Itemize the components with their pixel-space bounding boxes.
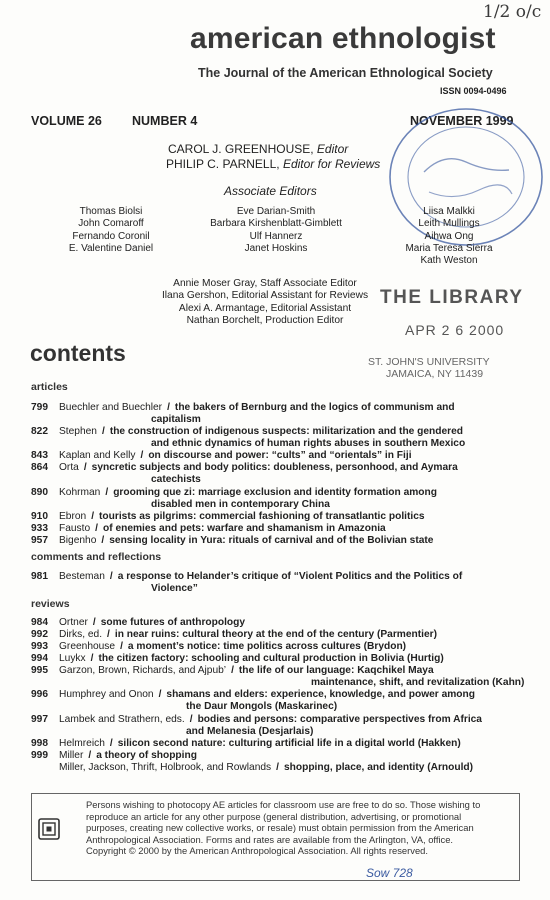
entry-authors: Miller: [59, 750, 84, 761]
entry-authors: Dirks, ed.: [59, 629, 103, 640]
article-entry: 822 Stephen / the construction of indigenous suspects: militarization and the gendered and ethnic dynamics of human rights abuses in southern Mexico: [31, 426, 541, 450]
journal-subtitle: The Journal of the American Ethnological Society: [198, 66, 493, 80]
entry-title: the citizen factory: schooling and cultural production in Bolivia (Hurtig): [98, 653, 444, 664]
entry-title: a theory of shopping: [96, 750, 197, 761]
entry-title-cont: and ethnic dynamics of human rights abuses in southern Mexico: [151, 438, 466, 450]
entry-title: in near ruins: cultural theory at the end of the century (Parmentier): [114, 629, 437, 640]
review-entry: 996 Humphrey and Onon / shamans and elders: experience, knowledge, and power among the Daur Mongols (Maskarinec): [31, 689, 541, 713]
entry-title: the bakers of Bernburg and the logics of communism and: [174, 402, 455, 413]
page-number: 997: [31, 714, 48, 725]
page-number: 799: [31, 402, 48, 413]
associate-editor: Eve Darian-Smith: [236, 206, 316, 217]
review-entry: 998 Helmreich / silicon second nature: culturing artificial life in a digital world (Hakken): [31, 738, 461, 749]
entry-title-cont: Violence”: [151, 583, 198, 595]
entry-title: some futures of anthropology: [100, 617, 246, 628]
issue-date: NOVEMBER 1999: [410, 114, 514, 128]
associate-editors-col1: [52, 206, 170, 255]
page-number: 994: [31, 653, 48, 664]
issue-number: NUMBER 4: [132, 114, 198, 128]
entry-title: the construction of indigenous suspects: militarization and the gendered: [109, 426, 464, 437]
reviews-heading: reviews: [31, 598, 70, 610]
notice-line: Persons wishing to photocopy AE articles for classroom use are free to do so. Those wishing to: [86, 799, 481, 810]
entry-authors: Luykx: [59, 653, 86, 664]
article-entry: 957 Bigenho / sensing locality in Yura: rituals of carnival and of the Bolivian state: [31, 535, 434, 546]
copyright-clearance-icon: [38, 818, 60, 840]
review-entry: 984 Ortner / some futures of anthropology: [31, 617, 246, 628]
notice-line: purposes, creating new collective works, or resale) must obtain permission from the American: [86, 822, 474, 834]
entry-authors: Kaplan and Kelly: [59, 450, 136, 461]
page-number: 981: [31, 571, 48, 582]
entry-authors: Ortner: [59, 617, 88, 628]
entry-title: of enemies and pets: warfare and shamanism in Amazonia: [103, 523, 386, 534]
article-entry: 890 Kohrman / grooming que zi: marriage exclusion and identity formation among disabled men in contemporary China: [31, 487, 541, 511]
page-number: 890: [31, 487, 48, 498]
received-date-stamp: APR 2 6 2000: [405, 322, 505, 338]
associate-editor: E. Valentine Daniel: [68, 242, 154, 254]
handwritten-note: Sow 728: [366, 866, 413, 880]
associate-editor: Leith Mullings: [418, 218, 480, 230]
journal-title: american ethnologist: [190, 22, 496, 55]
entry-title-cont: capitalism: [151, 414, 201, 426]
issn-number: ISSN 0094-0496: [440, 86, 507, 96]
entry-title: silicon second nature: culturing artificial life in a digital world (Hakken): [117, 738, 461, 749]
university-stamp: ST. JOHN'S UNIVERSITY: [368, 356, 490, 368]
entry-authors: Orta: [59, 462, 79, 473]
entry-authors: Lambek and Strathern, eds.: [59, 714, 185, 725]
review-entry: Miller, Jackson, Thrift, Holbrook, and Rowlands / shopping, place, and identity (Arnould): [59, 762, 474, 773]
reviews-editor-name: PHILIP C. PARNELL,: [166, 157, 283, 171]
article-entry: 933 Fausto / of enemies and pets: warfare and shamanism in Amazonia: [31, 523, 386, 534]
entry-authors: Ebron: [59, 511, 87, 522]
library-stamp: THE LIBRARY: [380, 287, 524, 308]
staff-member: Annie Moser Gray, Staff Associate Editor: [173, 278, 357, 289]
entry-title: grooming que zi: marriage exclusion and identity formation among: [113, 487, 437, 498]
entry-authors: Fausto: [59, 523, 91, 534]
page-number: 984: [31, 617, 48, 628]
entry-title-cont: catechists: [151, 474, 201, 486]
entry-authors: Greenhouse: [59, 641, 116, 652]
review-entry: 993 Greenhouse / a moment’s notice: time politics across cultures (Brydon): [31, 641, 407, 652]
entry-title: on discourse and power: “cults” and “orientals” in Fiji: [148, 450, 412, 461]
article-entry: 864 Orta / syncretic subjects and body politics: doubleness, personhood, and Aymara catechists: [31, 462, 541, 486]
contents-heading: contents: [30, 340, 126, 366]
staff-member: Ilana Gershon, Editorial Assistant for Reviews: [161, 290, 369, 302]
page-number: 996: [31, 689, 48, 700]
article-entry: 843 Kaplan and Kelly / on discourse and power: “cults” and “orientals” in Fiji: [31, 450, 412, 461]
associate-editor: Ulf Hannerz: [249, 230, 303, 242]
entry-authors: Humphrey and Onon: [59, 689, 154, 700]
entry-authors: Stephen: [59, 426, 97, 437]
article-entry: 799 Buechler and Buechler / the bakers of Bernburg and the logics of communism and capitalism: [31, 402, 541, 426]
entry-authors: Garzon, Brown, Richards, and Ajpub’: [59, 665, 227, 676]
entry-authors: Helmreich: [59, 738, 105, 749]
associate-editor: Aihwa Ong: [424, 230, 474, 242]
entry-title-cont: and Melanesia (Desjarlais): [186, 726, 314, 738]
entry-title: bodies and persons: comparative perspectives from Africa: [197, 714, 482, 725]
entry-authors: Besteman: [59, 571, 105, 582]
page-number: 995: [31, 665, 48, 676]
articles-heading: articles: [31, 381, 68, 393]
review-entry: 992 Dirks, ed. / in near ruins: cultural theory at the end of the century (Parmentier): [31, 629, 437, 640]
review-entry: 999 Miller / a theory of shopping: [31, 750, 197, 761]
review-entry: 994 Luykx / the citizen factory: schooling and cultural production in Bolivia (Hurtig): [31, 653, 444, 664]
reviews-editor-line: [166, 157, 380, 171]
associate-editor: Liisa Malkki: [423, 206, 475, 217]
page-number: 933: [31, 523, 48, 534]
staff-member: Nathan Borchelt, Production Editor: [186, 314, 344, 326]
associate-editors-col3: [383, 206, 515, 267]
notice-line: Copyright © 2000 by the American Anthropological Association. All rights reserved.: [86, 845, 428, 857]
associate-editor: Kath Weston: [420, 255, 478, 267]
page-number: 910: [31, 511, 48, 522]
associate-editor: Maria Teresa Sierra: [405, 242, 493, 254]
reviews-editor-role: Editor for Reviews: [282, 157, 381, 171]
editor-role: Editor: [316, 142, 349, 156]
editor-line: [168, 142, 348, 156]
page-number: 999: [31, 750, 48, 761]
entry-title: shopping, place, and identity (Arnould): [284, 762, 474, 773]
associate-editor: Janet Hoskins: [244, 242, 308, 254]
associate-editors-heading: Associate Editors: [224, 184, 317, 198]
page-number: 992: [31, 629, 48, 640]
entry-title: sensing locality in Yura: rituals of carnival and of the Bolivian state: [109, 535, 434, 546]
city-stamp: JAMAICA, NY 11439: [386, 368, 484, 380]
notice-line: reproduce an article for any other purpose (general distribution, advertising, or promotional: [86, 810, 462, 822]
editor-name: CAROL J. GREENHOUSE,: [168, 142, 317, 156]
comment-entry: 981 Besteman / a response to Helander’s critique of “Violent Politics and the Politics of Violence”: [31, 571, 541, 595]
handwritten-fraction: 1/2 o/c: [483, 2, 542, 22]
entry-title-cont: maintenance, shift, and revitalization (Kahn): [311, 677, 525, 689]
notice-line: Anthropological Association. Forms and rates are available from the Arlington, VA, office.: [86, 833, 454, 845]
associate-editor: Fernando Coronil: [72, 230, 150, 242]
entry-title: a moment’s notice: time politics across cultures (Brydon): [127, 641, 407, 652]
page-number: 822: [31, 426, 48, 437]
associate-editors-col2: [196, 206, 356, 255]
page-number: 843: [31, 450, 48, 461]
review-entry: 995 Garzon, Brown, Richards, and Ajpub’ / the life of our language: Kaqchikel Maya maintenance, shift, and revitalization (Kahn): [31, 665, 541, 689]
article-entry: 910 Ebron / tourists as pilgrims: commercial fashioning of transatlantic politics: [31, 511, 425, 522]
entry-authors: Kohrman: [59, 487, 101, 498]
entry-authors: Miller, Jackson, Thrift, Holbrook, and Rowlands: [59, 762, 272, 773]
copyright-notice-text: [86, 799, 516, 857]
entry-title: shamans and elders: experience, knowledge, and power among: [166, 689, 475, 700]
associate-editor: Barbara Kirshenblatt-Gimblett: [210, 218, 342, 230]
page-number: 957: [31, 535, 48, 546]
entry-title: the life of our language: Kaqchikel Maya: [238, 665, 434, 676]
associate-editor: Thomas Biolsi: [79, 206, 143, 217]
entry-title: tourists as pilgrims: commercial fashioning of transatlantic politics: [99, 511, 425, 522]
page-number: 864: [31, 462, 48, 473]
review-entry: 997 Lambek and Strathern, eds. / bodies and persons: comparative perspectives from Africa and Melanesia (Desjarlais): [31, 714, 541, 738]
comments-heading: comments and reflections: [31, 551, 162, 563]
staff-member: Alexi A. Armantage, Editorial Assistant: [178, 302, 352, 314]
page-number: 998: [31, 738, 48, 749]
entry-authors: Buechler and Buechler: [59, 402, 163, 413]
entry-title-cont: the Daur Mongols (Maskarinec): [186, 701, 338, 713]
page-number: 993: [31, 641, 48, 652]
volume-label: VOLUME 26: [31, 114, 102, 128]
associate-editor: John Comaroff: [78, 218, 144, 230]
entry-authors: Bigenho: [59, 535, 97, 546]
entry-title: a response to Helander’s critique of “Violent Politics and the Politics of: [117, 571, 463, 582]
entry-title: syncretic subjects and body politics: doubleness, personhood, and Aymara: [91, 462, 458, 473]
entry-title-cont: disabled men in contemporary China: [151, 499, 330, 511]
